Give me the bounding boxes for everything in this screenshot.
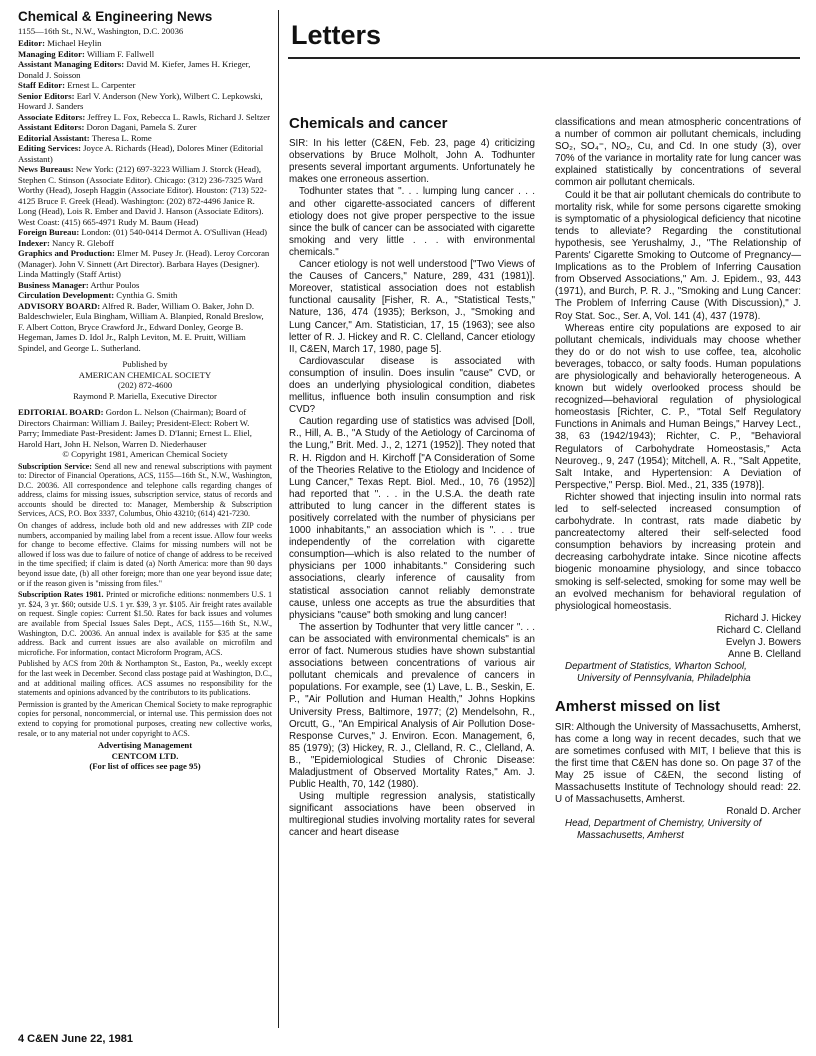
letter-paragraph: The assertion by Todhunter that very little cancer ". . . can be associated with environmental chemicals" is an error of fact. Numerous studies have shown substantial associations between concentrations of various air pollutant chemicals and prevalence of cancers in populations. For example, see (1) Lave, L. B., Seskin, E. P., "Air Pollution and Human Health," Johns Hopkins University Press, Baltimore, 1977; (2) Mendelsohn, R., Orcutt, G., "An Empirical Analysis of Air Pollution Dose-Response Curves," J. Environ. Econ. Management, 6, 85 (1979); (3) Hickey, R. J., Clelland, R. C., Clelland, A. B., "Epidemiological Studies of Chronic Disease: Maladjustment of Observed Mortality Rates," Am. J. Public Health, 70, 142 (1980). <box>289 621 535 791</box>
signature-name: Richard J. Hickey <box>724 612 801 624</box>
staff-names: Doron Dagani, Pamela S. Zurer <box>84 122 197 132</box>
staff-role: Indexer: <box>18 237 50 248</box>
staff-role: Assistant Managing Editors: <box>18 59 125 69</box>
staff-names: Jeffrey L. Fox, Rebecca L. Rawls, Richard J. Seltzer <box>85 111 270 122</box>
staff-role: Editing Services: <box>18 143 81 153</box>
column-divider <box>278 10 279 1028</box>
advertising-company: CENTCOM LTD. <box>111 750 179 761</box>
staff-role: Graphics and Production: <box>18 248 115 258</box>
section-title: Letters <box>291 20 382 50</box>
title-rule <box>288 57 800 59</box>
staff-names: Elmer M. Pusey Jr. (Head). Leroy Corcoran (Manager). John V. Sinnett (Art Director). Barbara Hayes (Designer). Linda Mattingly (Staff Artist) <box>18 248 270 279</box>
staff-entry <box>18 38 272 49</box>
notice-label: Subscription Service: <box>18 461 92 471</box>
letter-paragraph: classifications and mean atmospheric concentrations of a number of common air pollutant chemicals, including SO₂, SO₄⁼, NO₂, Cu, and Cd. In one study (3), over 70% of the variance in mortality rate for lung cancer was explained statistically by concentrations of several common air pollutant chemicals. <box>555 117 801 189</box>
editorial-board-label: EDITORIAL BOARD: <box>18 407 104 417</box>
advertising-label: Advertising Management <box>97 740 193 751</box>
staff-entry <box>18 122 272 133</box>
letter-paragraph: Caution regarding use of statistics was advised [Doll, R., Hill, A. B., "A Study of the Aetiology of Carcinoma of the Lung," Brit. Med. J., 2, 1271 (1952)]. They noted that R. H. Rigdon and H. Kirchoff ["A Consideration of Some of the Theories Relative to the Etiology and Incidence of Lung Cancer," Texas Rept. Biol. Med., 10, 76 (1952)] had reported that ". . . in the U.S.A. the death rate attributed to lung cancer in the different states is positively correlated with the number of physicians per 1000 inhabitants," an association which is ". . . true independently of the correlation with cigarette consumption—which is also related to the number of physicians per 1000 inhabitants." Considering such associations, clearly inference of causality from statistical association cannot reliably demonstrate cause, unless one accepts as true the absurdities that physicians "cause" both smoking and lung cancer! <box>289 416 535 621</box>
notice-paragraph <box>18 659 272 697</box>
publisher-name: AMERICAN CHEMICAL SOCIETY <box>78 369 212 380</box>
notice-paragraph <box>18 700 272 738</box>
letter-paragraph: Using multiple regression analysis, statistically significant associations have been observed in multiregional studies involving mortality rates for several cancer and heart disease <box>289 791 535 839</box>
staff-role: Editorial Assistant: <box>18 132 90 143</box>
staff-names: David M. Kiefer, James H. Krieger, Donald J. Soisson <box>18 59 251 80</box>
staff-entry <box>18 143 272 164</box>
staff-names: New York: (212) 697-3223 William J. Storck (Head), Stephen C. Stinson (Associate Editor). Chicago: (312) 236-7325 Ward Worthy (Head), Joseph Haggin (Associate Editor). Houston: (713) 522-4125 Bruce F. Greek (Head). Washington: (202) 872-4496 Janice R. Long (Head), Lois R. Ember and David J. Hanson (Associate Editors). West Coast: (415) 665-4971 Rudy M. Baum (Head) <box>18 164 267 227</box>
letter2-affiliation-2: Massachusetts, Amherst <box>577 830 684 842</box>
notice-paragraph <box>18 521 272 588</box>
staff-entry <box>18 290 272 301</box>
signature-name: Richard C. Clelland <box>716 624 801 636</box>
staff-entry <box>18 133 272 144</box>
staff-names: Michael Heylin <box>45 38 102 48</box>
staff-role: News Bureaus: <box>18 164 74 174</box>
staff-names: Arthur Poulos <box>88 279 140 290</box>
staff-entry <box>18 280 272 291</box>
letter-paragraph: Todhunter states that ". . . lumping lung cancer . . . and other cigarette-associated cancers of different etiology does not give proper perspective to the issue since the bulk of cancer can be associated with cigarette smoking and very little . . . with environmental chemicals." <box>289 186 535 258</box>
letter1-affiliation: Department of Statistics, Wharton School, <box>565 661 747 673</box>
staff-names: William F. Fallwell <box>84 48 155 59</box>
notice-text: Printed or microfiche editions: nonmembers U.S. 1 yr. $24, 3 yr. $60; outside U.S. 1 yr. $39, 3 yr. $105. Air freight rates available on request. Single copies: Current $1.50. Rates for back issues and volumes are available from Special Issues Sales Dept., ACS, 1155—16th St., N.W., Washington, D.C. 20036. An annual index is available for $35 at the same address. Back and current issues are also available on microfilm and microfiche. For information, contact Microform Program, ACS. <box>18 590 272 657</box>
masthead-title: Chemical & Engineering News <box>18 9 213 24</box>
letter1-body <box>289 138 535 839</box>
staff-role: Business Manager: <box>18 279 89 290</box>
letter-paragraph: SIR: In his letter (C&EN, Feb. 23, page 4) criticizing observations by Bruce Molholt, John A. Todhunter presents several important arguments. Unfortunately he makes one erroneous assertion. <box>289 138 535 186</box>
publisher-line: Published by <box>122 359 168 369</box>
staff-entry <box>18 164 272 227</box>
publisher-phone: (202) 872-4600 <box>117 380 173 390</box>
publisher-director: Raymond P. Mariella, Executive Director <box>73 390 217 401</box>
staff-role: Associate Editors: <box>18 111 86 122</box>
staff-entry <box>18 80 272 91</box>
letter-paragraph: Cardiovascular disease is associated with consumption of insulin. Does insulin "cause" CVD, or does an underlying physiological condition, diabetes mellitus, influence both insulin consumption and risk CVD? <box>289 355 535 416</box>
editorial-board <box>18 407 272 449</box>
letter-column-1 <box>289 115 535 840</box>
staff-role: Senior Editors: <box>18 90 75 101</box>
staff-names: London: (01) 540-0414 Dermot A. O'Sullivan (Head) <box>79 227 268 237</box>
notice-text: Send all new and renewal subscriptions with payment to: Director of Financial Operations, ACS, 1155—16th St., N.W., Washington, D.C. 20036. All correspondence and telephone calls regarding changes of address, claims for missing issues, subscription service, status of records and accounts should be directed to: Manager, Membership & Subscription Services, ACS, P.O. Box 3337, Columbus, Ohio 43210; (614) 421-7230. <box>18 461 273 519</box>
publisher-block <box>18 359 272 401</box>
letter1-affiliation-2: University of Pennsylvania, Philadelphia <box>577 673 751 685</box>
notice-label: Subscription Rates 1981. <box>18 590 104 600</box>
letter2-body: SIR: Although the University of Massachusetts, Amherst, has come a long way in recent decades, such that we are sometimes confused with MIT, I believe that this is the first time that C&EN has done so. On page 37 of the May 25 issue of C&EN, the second listing of Massachusetts Institute of Technology should read: 22. U of Massachusetts, Amherst. <box>555 721 801 806</box>
staff-entry <box>18 91 272 112</box>
staff-names: Cynthia G. Smith <box>114 290 178 300</box>
staff-entry <box>18 248 272 280</box>
staff-names: Alfred R. Bader, William O. Baker, John D. Baldeschwieler, Eula Bingham, William A. Blanpied, Ronald Breslow, F. Albert Cotton, Bryce Crawford Jr., Edward Donley, George B. Hegeman, James D. Idol Jr., Ralph Leviton, M. E. Pruitt, William Spindel, and George L. Sutherland. <box>18 300 264 353</box>
notice-text: On changes of address, include both old and new addresses with ZIP code numbers, accompanied by mailing label from a recent issue. Allow four weeks for change to become effective. Claims for missing numbers will not be allowed if loss was due to failure of notice of change of address to be received in the time specified; if claim is dated (a) North America: more than 90 days beyond issue date, (b) all other foreign; more than one year beyond issue date; or if the reason given is "missing from files." <box>18 521 272 588</box>
staff-role: Managing Editor: <box>18 48 85 59</box>
letter1-signatures <box>555 613 801 661</box>
staff-role: Circulation Development: <box>18 290 115 300</box>
notice-paragraph <box>18 462 272 520</box>
staff-entry <box>18 112 272 123</box>
staff-entry <box>18 238 272 249</box>
staff-entry <box>18 301 272 354</box>
staff-names: Theresa L. Rome <box>89 132 152 143</box>
staff-entry <box>18 59 272 80</box>
notice-text: Published by ACS from 20th & Northampton St., Easton, Pa., weekly except for the last week in December. Second class postage paid at Washington, D.C., and at additional mailing offices. ACS assumes no responsibility for the statements and opinions advanced by the contributors to its publications. <box>18 659 272 698</box>
masthead-address: 1155—16th St., N.W., Washington, D.C. 20036 <box>18 25 184 36</box>
signature-name: Anne B. Clelland <box>728 649 801 661</box>
advertising-block <box>18 740 272 772</box>
signature-name: Evelyn J. Bowers <box>725 637 801 649</box>
letter-paragraph: Cancer etiology is not well understood ["Two Views of the Causes of Cancers," Nature, 289, 431 (1981)]. Moreover, statistical association does not establish functional causality [Fisher, R. A., "Statistical Tests," Nature, 136, 474 (1935); Berkson, J., "Smoking and Lung Cancer," Am. Statistician, 17, 15 (1963); see also letter of R. J. Hickey and R. C. Clelland, Cancer etiology II, C&EN, March 17, 1980, page 5]. <box>289 259 535 355</box>
staff-names: Ernest L. Carpenter <box>65 80 136 90</box>
letter-paragraph: Richter showed that injecting insulin into normal rats led to self-selected increased consumption of carbohydrate. In contrast, rats made diabetic by pancreatectomy altered their self-selected food consumption behaviors by increasing protein and decreasing carbohydrate intake. Since nicotine affects biogenic monoamine physiology, and since tobacco smoking is self-selected, smoking for some may well be an evolved mechanism for behavioral regulation of physiological homeostasis. <box>555 491 801 612</box>
masthead-column <box>18 9 273 772</box>
staff-role: Staff Editor: <box>18 80 66 90</box>
letter-paragraph: Could it be that air pollutant chemicals do contribute to mortality risk, while for some persons cigarette smoking is symptomatic of a physiological deficiency that nicotine tends to alleviate? Regarding the constitutional hypothesis, see Yerushalmy, J., "The Relationship of Parents' Cigarette Smoking to Outcome of Pregnancy—Implications as to the Problem of Inferring Causation from Observed Associations," Am. J. Epidem., 93, 443 (1971), and Burch, P. R. J., "Smoking and Lung Cancer: The Problem of Inferring Cause (With Discussion)," J. Roy Stat. Soc., Ser. A, Vol. 141 (4), 437 (1978). <box>555 189 801 322</box>
letter2-heading: Amherst missed on list <box>555 698 721 716</box>
page-footer: 4 C&EN June 22, 1981 <box>18 1033 133 1045</box>
letter2-affiliation: Head, Department of Chemistry, University of <box>565 818 762 830</box>
letter1-heading: Chemicals and cancer <box>289 115 448 132</box>
staff-role: ADVISORY BOARD: <box>18 300 101 311</box>
staff-names: Earl V. Anderson (New York), Wilbert C. Lepkowski, Howard J. Sanders <box>18 90 263 111</box>
letter2-signature: Ronald D. Archer <box>726 806 801 818</box>
staff-list <box>18 38 272 353</box>
staff-role: Assistant Editors: <box>18 122 85 132</box>
staff-entry <box>18 227 272 238</box>
staff-role: Foreign Bureau: <box>18 227 80 237</box>
notice-text: Permission is granted by the American Chemical Society to make reprographic copies for personal, noncommercial, or internal use. This permission does not extend to copying for promotional purposes, creating new collective works, resale, or to any material not under copyright to ACS. <box>18 699 272 738</box>
letter-paragraph: Whereas entire city populations are exposed to air pollutant chemicals, individuals may choose whether they do or do not wish to use coffee, tea, alcoholic beverages, tobacco, or salty foods. Human populations are physiologically and behaviorally heterogeneous. A known but widely overlooked process should be recognized—behavioral regulation of physiological homeostasis [Richter, C. P., "Total Self Regulatory Functions in Animals and Human Beings," Harvey Lect., 38, 63 (1942/1943); Richter, C. P., "Behavioral Regulators of Carbohydrate Homeostasis," Acta Neuroveg., 9, 247 (1954); Mitchell, A. R., "Salt Appetite, Salt Intake, and Hypertension: A Deviation of Perspective," Persp. Biol. Med., 21, 335 (1978)]. <box>555 322 801 491</box>
staff-names: Joyce A. Richards (Head), Dolores Miner (Editorial Assistant) <box>18 143 264 164</box>
staff-entry <box>18 49 272 60</box>
letter-column-2 <box>555 117 801 842</box>
copyright: © Copyright 1981, American Chemical Society <box>62 449 228 459</box>
notice-paragraph <box>18 590 272 657</box>
advertising-note: (For list of offices see page 95) <box>89 761 201 772</box>
notices <box>18 462 272 739</box>
editorial-board-text: Gordon L. Nelson (Chairman); Board of Directors Chairman: William J. Bailey; President-Elect: Robert W. Parry; Immediate Past-President: James D. D'Ianni; Ernest L. Eliel, Harold Hart, John H. Nelson, Warren D. Niederhauser <box>18 407 252 449</box>
staff-role: Editor: <box>18 38 46 48</box>
staff-names: Nancy R. Gleboff <box>49 237 114 248</box>
letter1-body-continued <box>555 117 801 613</box>
